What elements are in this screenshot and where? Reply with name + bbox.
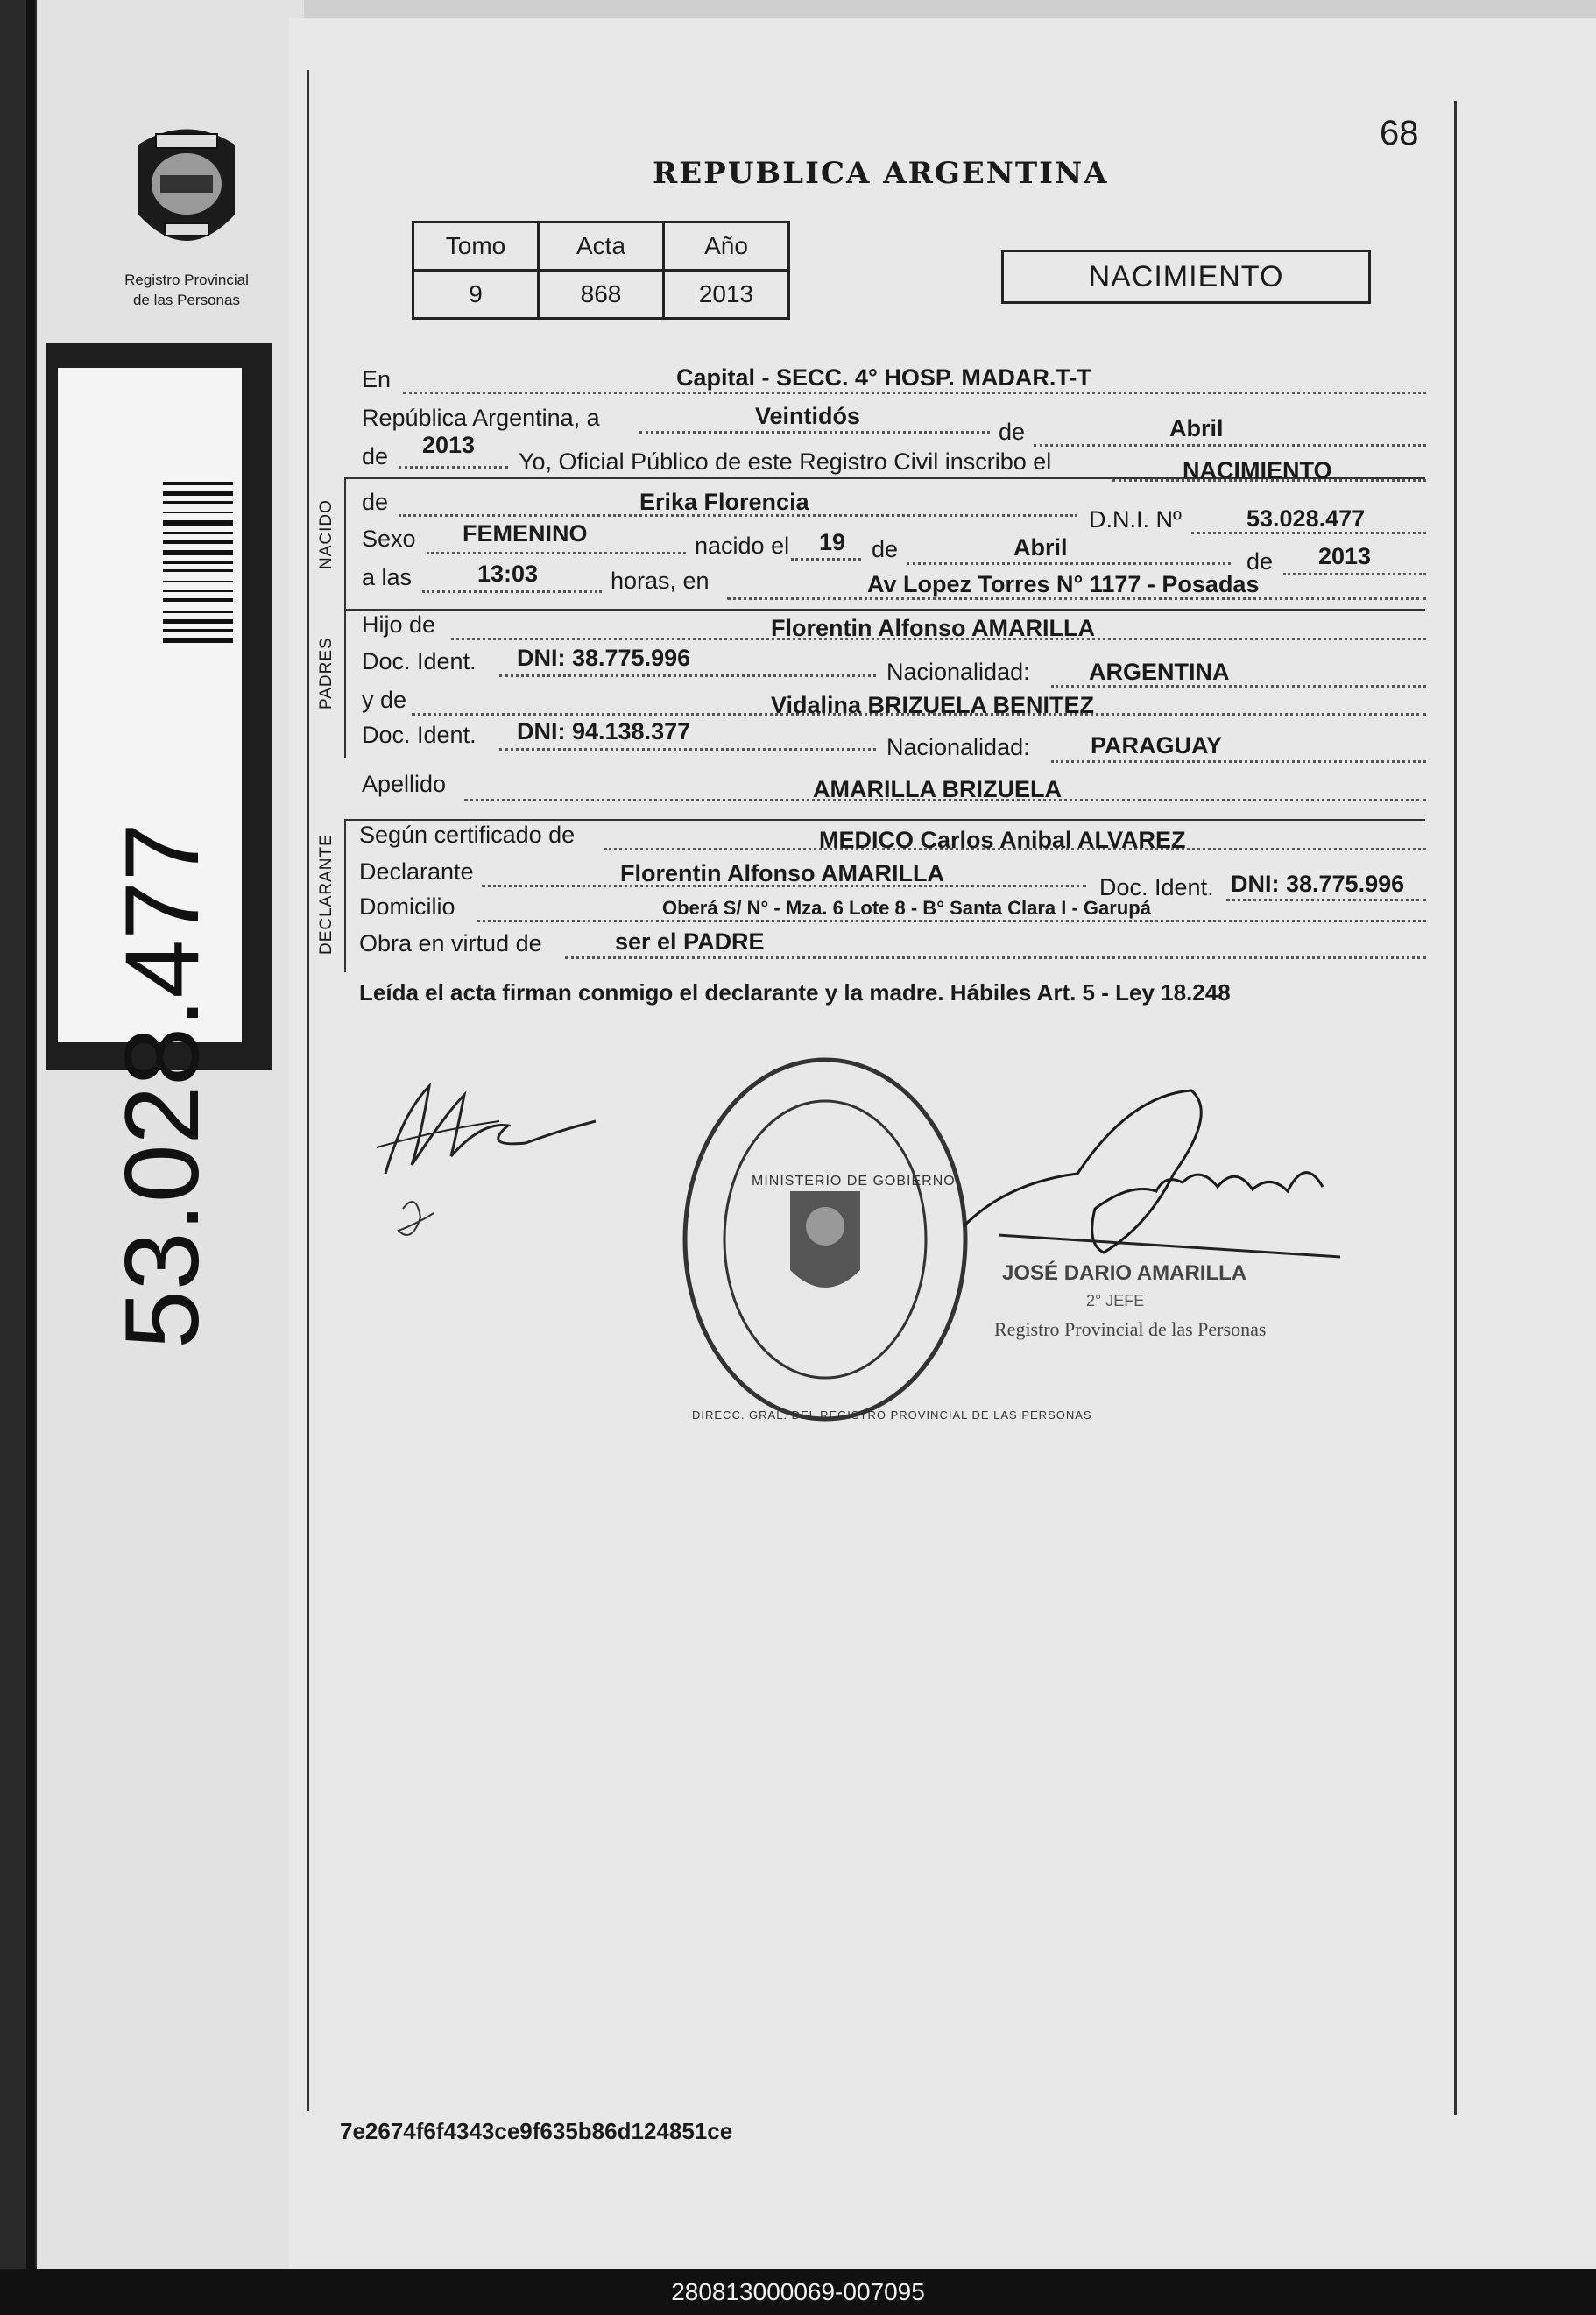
value-madre-nac: PARAGUAY [1091, 732, 1223, 759]
label-y-de: y de [362, 687, 407, 713]
seal-outer-text: DIRECC. GRAL. DEL REGISTRO PROVINCIAL DE LAS PERSONAS [692, 1408, 1092, 1422]
label-segun: Según certificado de [359, 822, 576, 848]
label-republica: República Argentina, a [362, 405, 600, 431]
field-madre-doc [499, 746, 876, 751]
value-padre-nac: ARGENTINA [1089, 659, 1230, 685]
field-sexo [427, 550, 686, 554]
seal-inner-text: MINISTERIO DE GOBIERNO [752, 1174, 956, 1189]
value-acto: NACIMIENTO [1183, 457, 1332, 483]
section-declarante: DECLARANTE [317, 834, 335, 955]
barcode-bar [163, 491, 233, 496]
barcode-bar [163, 501, 233, 504]
field-anio-nac [1283, 571, 1426, 575]
label-hijo-de: Hijo de [362, 611, 436, 638]
stamp-role: 2° JEFE [1086, 1292, 1145, 1309]
anio-value: 2013 [664, 271, 789, 319]
closing-statement: Leída el acta firman conmigo el declarante y la madre. Hábiles Art. 5 - Ley 18.248 [359, 979, 1231, 1006]
barcode-sticker [58, 368, 242, 1349]
value-mes-nac: Abril [1013, 534, 1068, 561]
value-obra: ser el PADRE [615, 928, 765, 955]
divider-2 [346, 609, 1425, 611]
label-doc-ident: Doc. Ident. [362, 648, 477, 674]
value-sexo: FEMENINO [463, 520, 588, 547]
value-lugar: Capital - SECC. 4° HOSP. MADAR.T-T [676, 364, 1091, 391]
label-de-anio: de [1246, 548, 1274, 575]
label-declarante: Declarante [359, 858, 474, 885]
value-padre: Florentin Alfonso AMARILLA [771, 615, 1095, 641]
barcode-bar [163, 629, 233, 632]
bracket-declarante [344, 819, 346, 972]
left-rule [307, 70, 309, 2111]
value-nombre: Erika Florencia [639, 489, 809, 515]
barcode-bar [163, 482, 233, 485]
value-certificado: MEDICO Carlos Anibal ALVAREZ [819, 827, 1186, 853]
barcode-bar [163, 561, 233, 564]
value-lugar-nac: Av Lopez Torres N° 1177 - Posadas [867, 571, 1260, 597]
anio-header: Año [664, 222, 789, 271]
value-dia: Veintidós [755, 403, 861, 429]
right-rule [1454, 101, 1457, 2115]
value-mes: Abril [1169, 415, 1224, 441]
label-nacido-el: nacido el [695, 533, 790, 559]
label-doc-ident-3: Doc. Ident. [1099, 874, 1214, 900]
coat-of-arms-icon [121, 118, 252, 267]
barcode-bar [163, 540, 233, 544]
registry-name-1: Registro Provincial [124, 272, 249, 288]
label-horas-en: horas, en [611, 568, 710, 594]
value-hora: 13:03 [477, 561, 539, 587]
label-nacionalidad-2: Nacionalidad: [886, 734, 1030, 760]
label-de-2: de [362, 443, 389, 469]
divider-3 [346, 819, 1425, 821]
barcode-bar [163, 619, 233, 624]
field-mes [1034, 442, 1426, 447]
tomo-header: Tomo [413, 222, 539, 271]
document-hash: 7e2674f6f4343ce9f635b86d124851ce [340, 2118, 733, 2144]
record-type-box: NACIMIENTO [1001, 250, 1371, 304]
label-de-nombre: de [362, 489, 389, 515]
value-padre-doc: DNI: 38.775.996 [517, 645, 691, 671]
label-de: de [999, 419, 1026, 445]
barcode-bar [163, 598, 233, 602]
document-title: REPUBLICA ARGENTINA [653, 156, 1109, 191]
barcode-bar [163, 611, 233, 613]
page-number: 68 [1380, 114, 1419, 152]
label-a-las: a las [362, 564, 413, 590]
section-padres: PADRES [317, 637, 335, 709]
label-doc-ident-2: Doc. Ident. [362, 722, 477, 748]
acta-header: Acta [539, 222, 664, 271]
barcode-bar [163, 532, 233, 534]
value-dia-nac: 19 [819, 529, 846, 555]
label-yo-oficial: Yo, Oficial Público de este Registro Civil inscribo el [519, 448, 1052, 475]
barcode-bar [163, 590, 233, 592]
bracket-nacido [344, 477, 346, 609]
label-de-mes: de [872, 536, 899, 562]
label-apellido: Apellido [362, 771, 447, 797]
value-madre: Vidalina BRIZUELA BENITEZ [771, 692, 1095, 718]
field-dia-nac [791, 556, 861, 561]
barcode-bar [163, 638, 233, 643]
stamp-name: JOSÉ DARIO AMARILLA [1002, 1261, 1247, 1285]
footer-id: 280813000069-007095 [0, 2269, 1596, 2315]
record-table [412, 221, 790, 320]
label-obra: Obra en virtud de [359, 930, 542, 956]
registry-name-2: de las Personas [133, 292, 240, 308]
barcode-bar [163, 520, 233, 526]
barcode-bar [163, 550, 233, 555]
section-nacido: NACIDO [317, 499, 335, 569]
field-anio [399, 464, 508, 469]
label-dni: D.N.I. Nº [1089, 506, 1182, 533]
stamp-office: Registro Provincial de las Personas [994, 1318, 1267, 1340]
value-apellido: AMARILLA BRIZUELA [813, 776, 1062, 802]
value-declarante: Florentin Alfonso AMARILLA [620, 860, 944, 886]
binder-spine-edge [26, 0, 35, 2269]
field-padre-doc [499, 673, 876, 677]
acta-value: 868 [539, 271, 664, 319]
barcode-number: 53.028.477 [103, 822, 221, 1349]
registry-logo [121, 118, 252, 267]
registry-seal [676, 1051, 974, 1428]
barcode-bar [163, 569, 233, 572]
value-anio-nac: 2013 [1318, 543, 1372, 569]
label-nacionalidad: Nacionalidad: [886, 659, 1030, 685]
barcode-bar [163, 512, 233, 513]
barcode-bar [163, 581, 233, 582]
value-madre-doc: DNI: 94.138.377 [517, 718, 691, 745]
field-hora [422, 589, 602, 593]
value-domicilio: Oberá S/ N° - Mza. 6 Lote 8 - B° Santa Clara I - Garupá [662, 897, 1151, 919]
value-dni: 53.028.477 [1246, 505, 1366, 532]
official-signature [955, 1077, 1349, 1261]
label-en: En [362, 366, 392, 392]
label-sexo: Sexo [362, 526, 416, 552]
label-domicilio: Domicilio [359, 893, 455, 920]
value-anio: 2013 [422, 432, 476, 458]
field-mes-nac [907, 561, 1231, 565]
tomo-value: 9 [413, 271, 539, 319]
declarant-signature [368, 1060, 622, 1270]
value-declarante-doc: DNI: 38.775.996 [1231, 871, 1405, 897]
bracket-padres [344, 609, 346, 758]
